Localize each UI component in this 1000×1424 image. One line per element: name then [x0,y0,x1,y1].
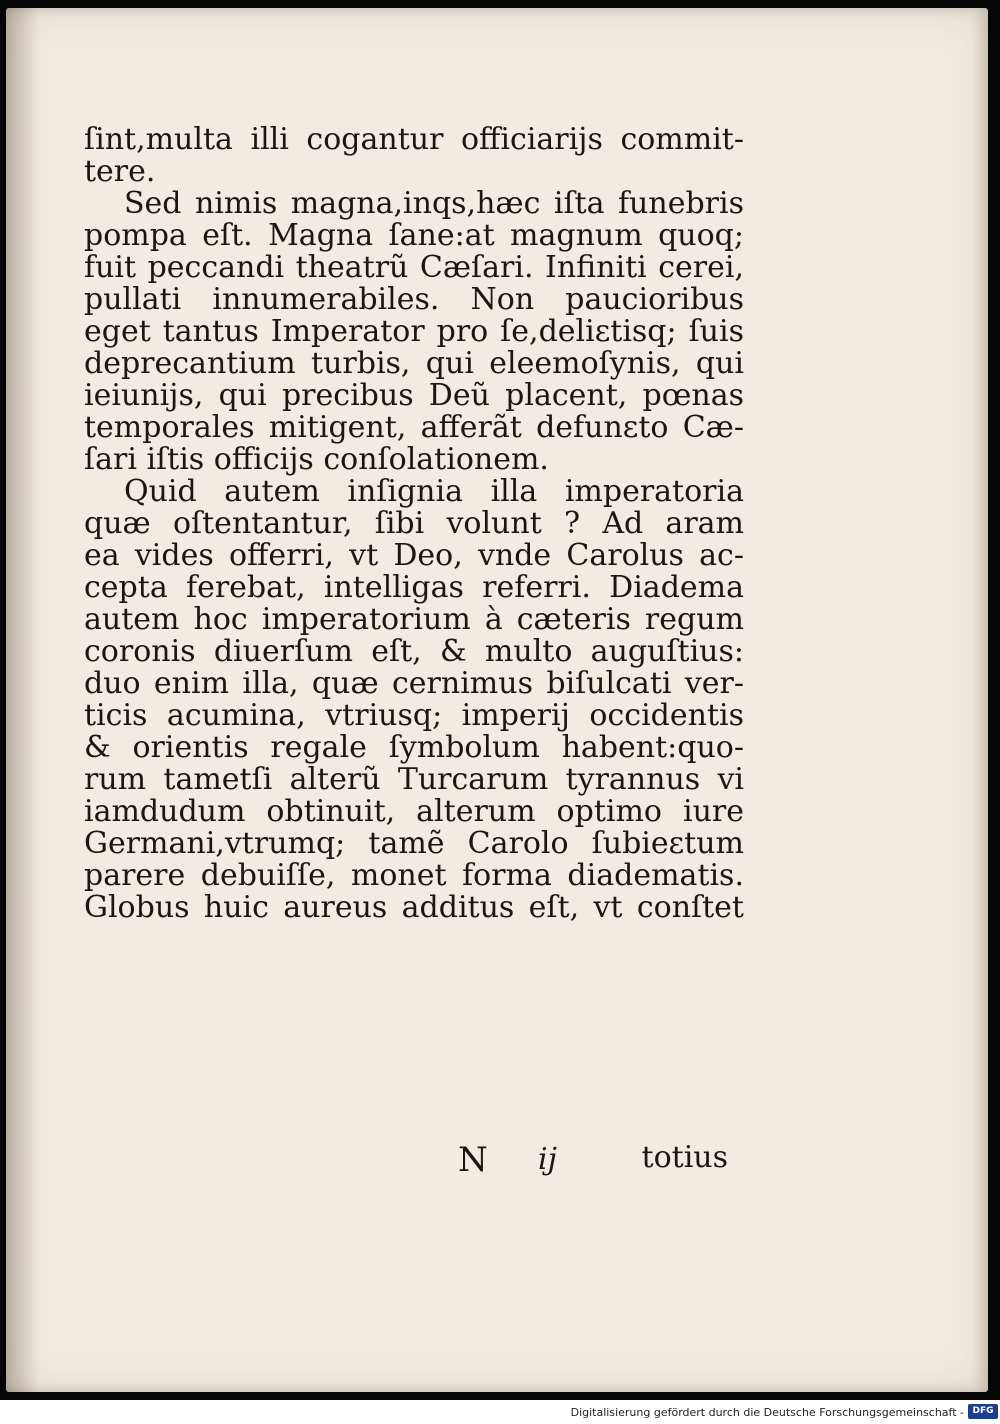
text-line-3: Sed nimis magna,inqs,hæc iſta funebris [124,186,744,221]
text-line-5: fuit peccandi theatrũ Cæſari. Infiniti cerei, [84,250,744,285]
text-line-18: duo enim illa, quæ cernimus biſulcati ver- [84,666,744,701]
footer-strip [0,1400,1000,1424]
text-line-24: parere debuiſſe, monet forma diadematis. [84,858,744,893]
text-line-11: ſari iſtis officijs conſolationem. [84,442,549,477]
catchword: totius [641,1140,728,1175]
signature-number: ij [538,1142,557,1177]
text-line-4: pompa eſt. Magna ſane:at magnum quoq; [84,218,744,253]
text-line-2: tere. [84,154,156,189]
signature-mark: N [458,1140,488,1180]
text-line-17: coronis diuerſum eſt, & multo auguſtius: [84,634,744,669]
text-line-20: & orientis regale ſymbolum habent:quo- [84,730,744,765]
text-line-12: Quid autem inſignia illa imperatoria [124,474,744,509]
text-line-1: ſint,multa illi cogantur officiarijs commit- [84,122,744,157]
text-line-14: ea vides offerri, vt Deo, vnde Carolus ac- [84,538,744,573]
text-line-8: deprecantium turbis, qui eleemoſynis, qui [84,346,744,381]
text-line-19: ticis acumina, vtriusq; imperij occidentis [84,698,744,733]
footer-credit: Digitalisierung gefördert durch die Deutsche Forschungsgemeinschaft - [570,1406,964,1419]
page-gutter-shadow [6,8,40,1392]
text-line-25: Globus huic aureus additus eſt, vt conſtet [84,890,744,925]
text-line-7: eget tantus Imperator pro ſe,deliɛtisq; ſuis [84,314,744,349]
page-text-block [84,124,744,924]
dfg-logo-icon: DFG [968,1404,998,1419]
text-line-23: Germani,vtrumq; tamẽ Carolo ſubieɛtum [84,826,744,861]
text-line-22: iamdudum obtinuit, alterum optimo iure [84,794,744,829]
text-line-21: rum tametſi alterũ Turcarum tyrannus vi [84,762,744,797]
text-line-13: quæ oſtentantur, ſibi volunt ? Ad aram [84,506,744,541]
text-line-15: cepta ferebat, intelligas referri. Diadema [84,570,744,605]
signature-line [458,1140,728,1180]
book-page [6,8,988,1392]
text-line-6: pullati innumerabiles. Non paucioribus [84,282,744,317]
text-line-16: autem hoc imperatorium à cæteris regum [84,602,744,637]
text-line-10: temporales mitigent, afferãt defunɛto Cæ- [84,410,744,445]
text-line-9: ieiunijs, qui precibus Deũ placent, pœnas [84,378,744,413]
